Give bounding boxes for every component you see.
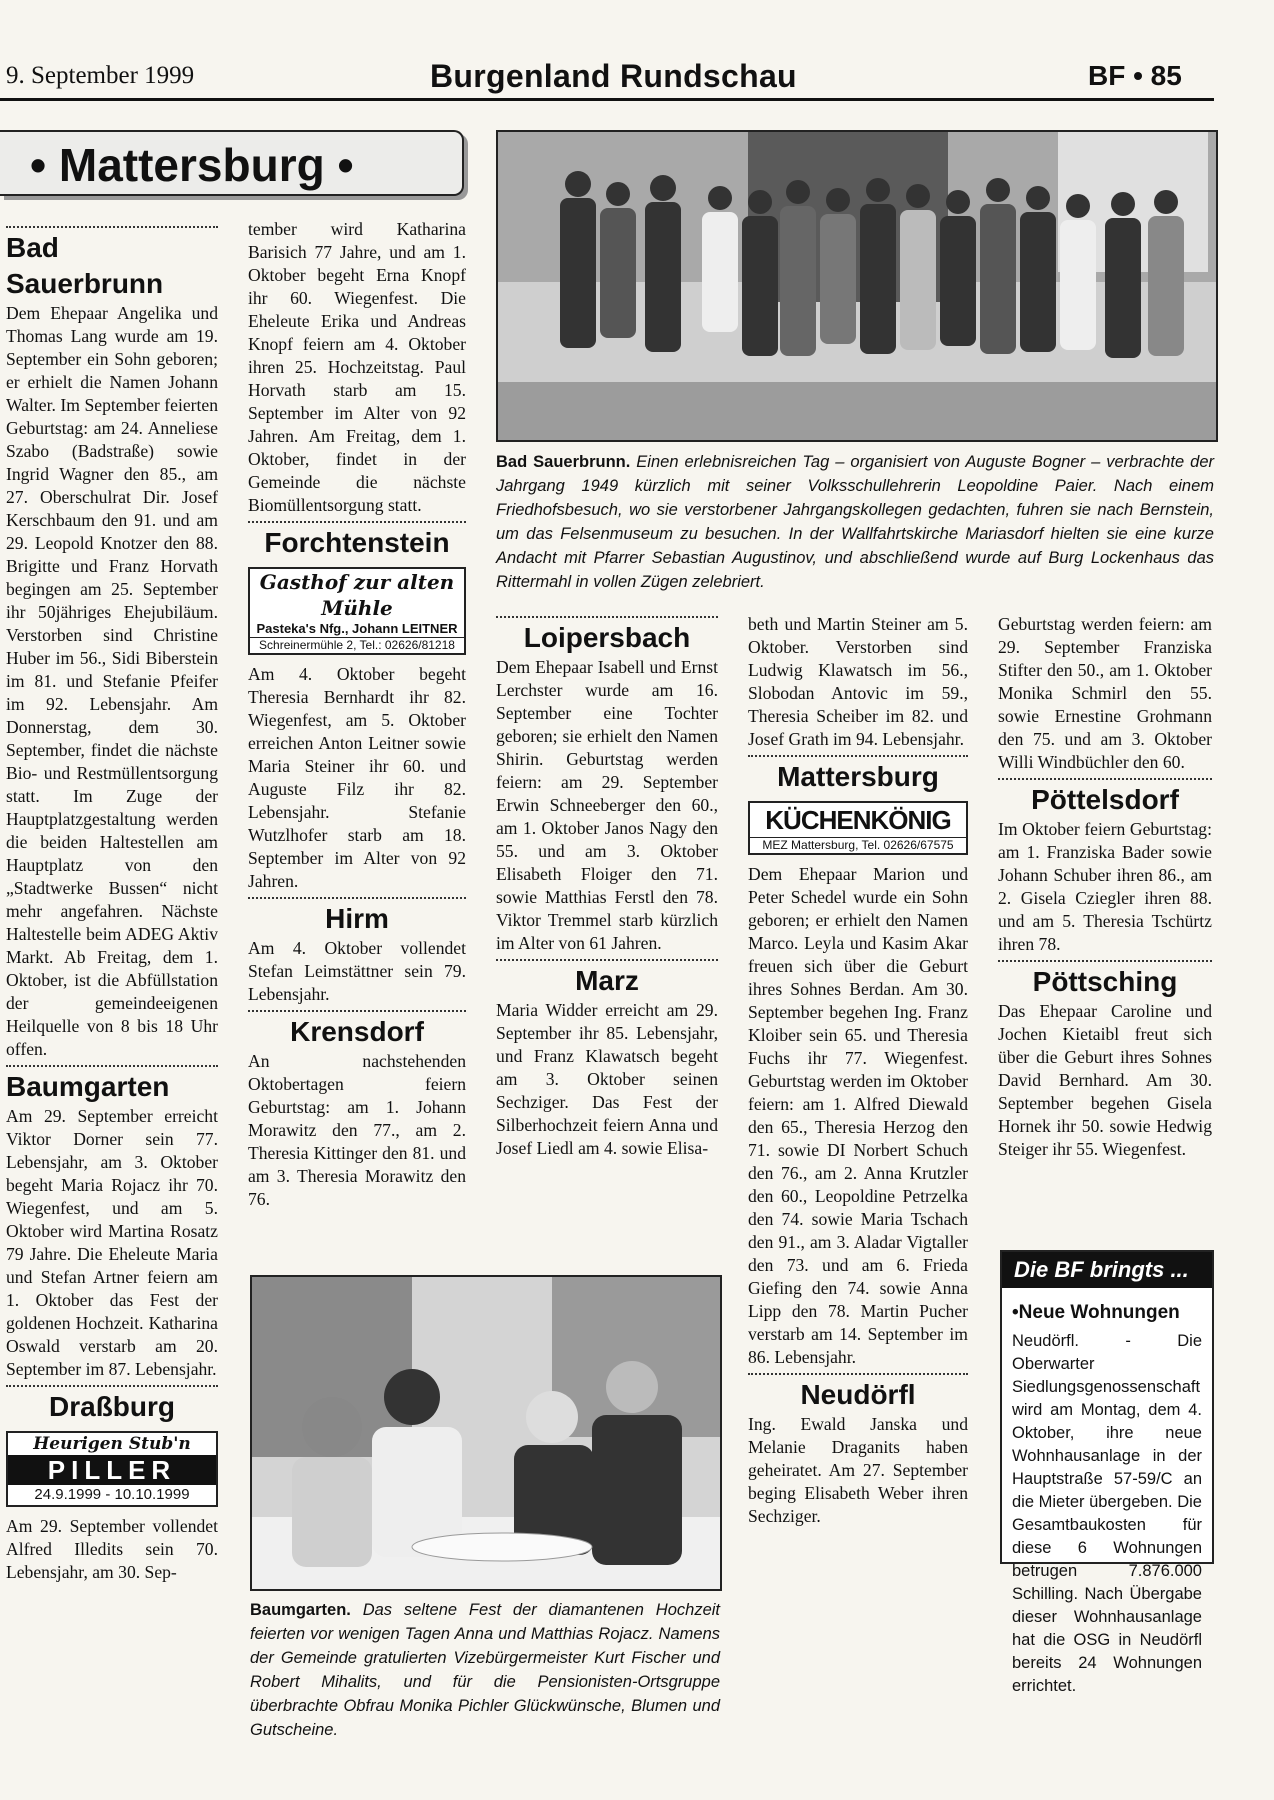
ad-heurigen-piller	[6, 1431, 218, 1507]
article-marz: Maria Widder erreicht am 29. September ihr 85. Lebensjahr, und Franz Klawatsch begeht am 3. Oktober seinen Sechziger. Das Fest der Silberhochzeit feiern Anna und Josef Liedl am 4. sowie Elisa-	[496, 1000, 718, 1158]
ad-gasthof-muehle	[248, 567, 466, 655]
caption-lead-bad-sauerbrunn: Bad Sauerbrunn.	[496, 453, 631, 471]
ad-piller-line1: Heurigen Stub'n	[33, 1434, 191, 1454]
ad-piller-line2: PILLER	[8, 1455, 216, 1485]
article-loipersbach: Dem Ehepaar Isabell und Ernst Lerchster wurde am 16. September eine Tochter geboren; sie erhielt den Namen Shirin. Geburtstag werden feiern: am 29. September Erwin Schneeberger den 60., am 1. Oktober Janos Nagy den 55. und am 3. Oktober Elisabeth Floiger den 71. sowie Matthias Ferstl den 78. Viktor Tremmel starb kürzlich im Alter von 61 Jahren.	[496, 657, 718, 953]
group-photo-image	[498, 132, 1216, 440]
caption-text-bad-sauerbrunn: Einen erlebnisreichen Tag – organisiert von Auguste Bogner – verbrachte der Jahrgang 1949 kürzlich mit seiner Volksschullehrerin Leopoldine Paier. Nach einem Friedhofsbesuch, wo sie verstorbener Jahrgangskollegen gedachten, fuhren sie nach Bernstein, um das Felsenmuseum zu besuchen. In der Wallfahrtskirche Mariasdorf hielten sie eine kurze Andacht mit Pfarrer Sebastian Augustinov, und abschließend wurde auf Burg Lockenhaus das Rittermahl in vollen Zügen zelebriert.	[496, 453, 1214, 591]
section-title-bad-sauerbrunn: Bad Sauerbrunn	[6, 226, 218, 302]
caption-lead-baumgarten: Baumgarten.	[250, 1601, 351, 1619]
section-title-krensdorf: Krensdorf	[248, 1010, 466, 1050]
newspaper-title: Burgenland Rundschau	[430, 58, 797, 94]
article-krensdorf: An nachstehenden Oktobertagen feiern Geburtstag: am 1. Johann Morawitz den 77., am 2. Theresia Kittinger den 81. und am 3. Theresia Morawitz den 76.	[248, 1051, 466, 1209]
group-photo-bad-sauerbrunn	[496, 130, 1218, 442]
ad-muehle-line2: Pasteka's Nfg., Johann LEITNER	[256, 621, 458, 636]
section-title-baumgarten: Baumgarten	[6, 1065, 218, 1105]
article-mattersburg: Dem Ehepaar Marion und Peter Schedel wurde ein Sohn geboren; er erhielt den Namen Marco. Leyla und Kasim Akar freuen sich über die Geburt ihres Sohnes Berdan. Am 30. September begehen Ing. Franz Kloiber sein 65. und Theresia Fuchs ihr 77. Wiegenfest. Geburtstag werden im Oktober feiern: am 1. Alfred Diewald den 65., Theresia Herzog den 71. sowie DI Norbert Schuch den 76., am 2. Anna Krutzler den 60., Leopoldine Petrzelka den 74. sowie Maria Tschach den 91., am 3. Aladar Vigtaller den 73. und am 6. Frieda Giefing den 74. sowie Anna Lipp den 78. Martin Pucher verstarb am 14. September im 86. Lebensjahr.	[748, 864, 968, 1367]
region-banner: • Mattersburg •	[0, 130, 464, 196]
photo-caption-bad-sauerbrunn	[496, 450, 1214, 594]
caption-text-baumgarten: Das seltene Fest der diamantenen Hochzeit feierten vor wenigen Tagen Anna und Matthias Rojacz. Namens der Gemeinde gratulierten Vizebürgermeister Kurt Fischer und Robert Mihalits, und für die Pensionisten-Ortsgruppe überbrachte Obfrau Monika Pichler Glückwünsche, Blumen und Gutscheine.	[250, 1601, 720, 1739]
column-2	[248, 218, 466, 1211]
ad-kuechenkoenig-line2: MEZ Mattersburg, Tel. 02626/67575	[750, 837, 966, 853]
section-title-poettsching: Pöttsching	[998, 960, 1212, 1000]
page-number: BF • 85	[1088, 60, 1182, 91]
column-4	[748, 613, 968, 1528]
article-marz-cont: beth und Martin Steiner am 5. Oktober. Verstorben sind Ludwig Klawatsch im 56., Slobodan Antovic im 59., Theresia Scheiber im 82. und Josef Grath im 94. Lebensjahr.	[748, 614, 968, 749]
ad-muehle-line1: Gasthof zur alten Mühle	[259, 570, 455, 620]
section-title-hirm: Hirm	[248, 897, 466, 937]
diamond-wedding-image	[252, 1277, 720, 1589]
header-rule	[0, 98, 1214, 101]
article-baumgarten: Am 29. September erreicht Viktor Dorner sein 77. Lebensjahr, am 3. Oktober begeht Maria Rojacz ihr 70. Wiegenfest, und am 5. Oktober wird Martina Rosatz 79 Jahre. Die Eheleute Maria und Stefan Artner feiern am 1. Oktober das Fest der goldenen Hochzeit. Katharina Oswald verstarb am 20. September im 87. Lebensjahr.	[6, 1106, 218, 1379]
section-title-forchtenstein: Forchtenstein	[248, 521, 466, 561]
article-bad-sauerbrunn-cont: tember wird Katharina Barisich 77 Jahre, und am 1. Oktober begeht Erna Knopf ihr 60. Wiegenfest. Die Eheleute Erika und Andreas Knopf feiern am 4. Oktober ihren 25. Hochzeitstag. Paul Horvath starb am 15. September im Alter von 92 Jahren. Am Freitag, dem 1. Oktober, findet in der Gemeinde die nächste Biomüllentsorgung statt.	[248, 219, 466, 515]
section-title-marz: Marz	[496, 959, 718, 999]
article-neudoerfl: Ing. Ewald Janska und Melanie Draganits haben geheiratet. Am 27. September beging Elisabeth Weber ihren Sechziger.	[748, 1414, 968, 1526]
issue-date: 9. September 1999	[6, 62, 195, 89]
article-poettsching: Das Ehepaar Caroline und Jochen Kietaibl freut sich über die Geburt ihres Sohnes David Bernhard. Am 30. September begehen Gisela Hornek ihr 50. sowie Hedwig Steiger ihr 55. Wiegenfest.	[998, 1001, 1212, 1159]
bf-bringts-title: Die BF bringts ...	[1002, 1252, 1212, 1288]
bf-bringts-text: Neudörfl. - Die Oberwarter Siedlungsgenossenschaft wird am Montag, dem 4. Oktober, ihre neue Wohnhausanlage in der Hauptstraße 57-59/C an die Mieter übergeben. Die Gesamtbaukosten für diese 6 Wohnungen betrugen 7.876.000 Schilling. Nach Übergabe dieser Wohnhausanlage hat die OSG in Neudörfl bereits 24 Wohnungen errichtet.	[1012, 1332, 1202, 1695]
article-drassburg: Am 29. September vollendet Alfred Illedits sein 70. Lebensjahr, am 30. Sep-	[6, 1516, 218, 1582]
column-3	[496, 612, 718, 1160]
article-forchtenstein: Am 4. Oktober begeht Theresia Bernhardt ihr 82. Wiegenfest, am 5. Oktober erreichen Anton Leitner sowie Maria Steiner ihr 60. und Auguste Filz ihr 82. Lebensjahr. Stefanie Wutzlhofer starb am 18. September im Alter von 92 Jahren.	[248, 664, 466, 891]
article-hirm: Am 4. Oktober vollendet Stefan Leimstättner sein 79. Lebensjahr.	[248, 938, 466, 1004]
ad-kuechenkoenig	[748, 801, 968, 855]
bf-bringts-box	[1000, 1250, 1214, 1695]
ad-piller-line3: 24.9.1999 - 10.10.1999	[34, 1486, 190, 1503]
section-title-loipersbach: Loipersbach	[496, 616, 718, 656]
article-poettelsdorf: Im Oktober feiern Geburtstag: am 1. Franziska Bader sowie Johann Schuber ihren 86., am 2. Gisela Cziegler ihren 88. und am 5. Theresia Tschürtz ihren 78.	[998, 819, 1212, 954]
photo-diamond-wedding	[250, 1275, 722, 1591]
photo-caption-baumgarten	[250, 1598, 720, 1742]
column-5	[998, 613, 1212, 1161]
ad-kuechenkoenig-line1: KÜCHENKÖNIG	[765, 805, 951, 835]
column-1	[6, 222, 218, 1584]
bf-bringts-subtitle: •Neue Wohnungen	[1012, 1302, 1180, 1323]
article-bad-sauerbrunn: Dem Ehepaar Angelika und Thomas Lang wurde am 19. September ein Sohn geboren; er erhielt die Namen Johann Walter. Im September feierten Geburtstag: am 24. Anneliese Szabo (Badstraße) sowie Ingrid Wagner den 85., am 27. Oberschulrat Dir. Josef Kerschbaum den 91. und am 29. Leopold Knotzer den 88. Brigitte und Franz Horvath begingen am 25. September ihr 50jähriges Ehejubiläum. Verstorben sind Christine Huber im 56., Sidi Biberstein im 81. und Stefanie Pfeifer im 92. Lebensjahr. Am Donnerstag, dem 30. September, findet die nächste Bio- und Restmüllentsorgung statt. Im Zuge der Hauptplatzgestaltung werden die beiden Haltestellen am Hauptplatz von den „Stadtwerke Bussen“ nicht mehr angefahren. Nächste Haltestelle beim ADEG Aktiv Markt. Ab Freitag, dem 1. Oktober, ist die Abfüllstation der gemeindeeigenen Heilquelle von 8 bis 18 Uhr offen.	[6, 303, 218, 1059]
section-title-mattersburg: Mattersburg	[748, 755, 968, 795]
section-title-neudoerfl: Neudörfl	[748, 1373, 968, 1413]
section-title-drassburg: Draßburg	[6, 1385, 218, 1425]
ad-muehle-line3: Schreinermühle 2, Tel.: 02626/81218	[250, 637, 464, 653]
article-mattersburg-cont: Geburtstag werden feiern: am 29. September Franziska Stifter den 50., am 1. Oktober Monika Schmirl den 55. sowie Ernestine Grohmann den 75. und am 3. Oktober Willi Windbüchler den 60.	[998, 614, 1212, 772]
section-title-poettelsdorf: Pöttelsdorf	[998, 778, 1212, 818]
